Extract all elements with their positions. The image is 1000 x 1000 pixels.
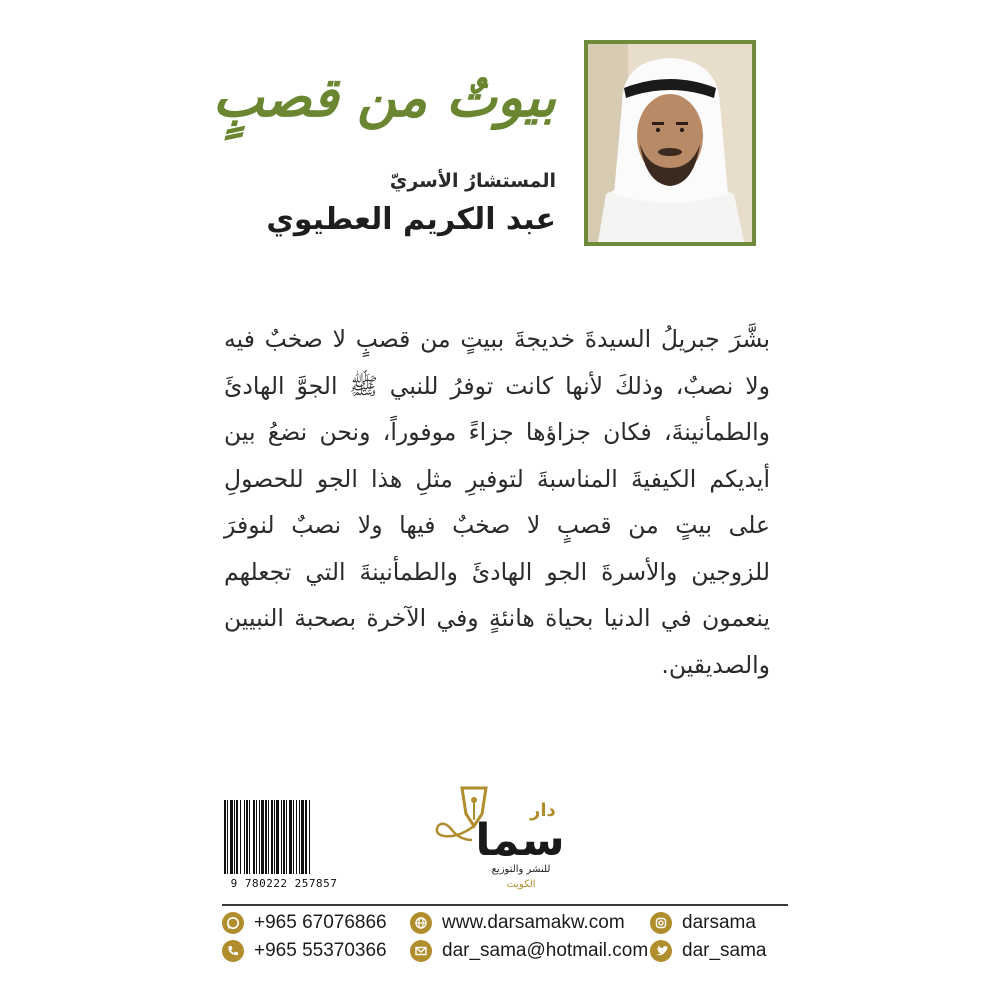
globe-icon: [410, 912, 432, 934]
instagram-text: darsama: [682, 912, 756, 933]
twitter-text: dar_sama: [682, 940, 767, 961]
phone-1-text: +965 67076866: [254, 912, 387, 933]
instagram-icon: [650, 912, 672, 934]
book-title: بيوتٌ من قصبٍ: [212, 65, 556, 129]
email-icon: [410, 940, 432, 962]
website-text: www.darsamakw.com: [442, 912, 625, 933]
contact-twitter[interactable]: [650, 938, 767, 964]
footer-divider: [222, 904, 788, 906]
publisher-tagline: للنشر والتوزيع: [491, 864, 551, 875]
publisher-name: سما: [475, 815, 565, 866]
whatsapp-icon: [222, 912, 244, 934]
author-portrait-icon: [588, 44, 752, 242]
barcode-number: 9 780222 257857: [230, 877, 338, 890]
contact-website[interactable]: [410, 910, 625, 936]
author-role: المستشارُ الأسريّ: [389, 170, 556, 192]
author-name: عبد الكريم العطيوي: [266, 202, 556, 237]
back-cover-blurb: بشَّرَ جبريلُ السيدةَ خديجةَ ببيتٍ من قصبٍ لا صخبٌ فيه ولا نصبٌ، وذلكَ لأنها كانت توفرُ للنبي ﷺ الجوَّ الهادئَ والطمأنينةَ، فكان جزاؤها جزاءً موفوراً، ونحن نضعُ بين أيديكم الكيفيةَ المناسبةَ لتوفيرِ مثلِ هذا الجو للحصولِ على بيتٍ من قصبٍ لا صخبٌ فيها ولا نصبٌ لنوفرَ للزوجين والأسرةَ الجو الهادئَ والطمأنينةَ التي تجعلهم ينعمون في الدنيا بحياة هانئةٍ وفي الآخرة بصحبة النبيين والصديقين.: [224, 325, 770, 679]
publisher-city: الكويت: [506, 879, 536, 890]
contact-phone-1[interactable]: [222, 910, 387, 936]
twitter-icon: [650, 940, 672, 962]
email-text: dar_sama@hotmail.com: [442, 940, 649, 961]
author-photo: [584, 40, 756, 246]
barcode-icon: [222, 800, 346, 874]
phone-icon: [222, 940, 244, 962]
contact-instagram[interactable]: [650, 910, 756, 936]
phone-2-text: +965 55370366: [254, 940, 387, 961]
contact-email[interactable]: [410, 938, 648, 964]
publisher-prefix: دار: [530, 800, 556, 821]
contact-phone-2[interactable]: [222, 938, 387, 964]
